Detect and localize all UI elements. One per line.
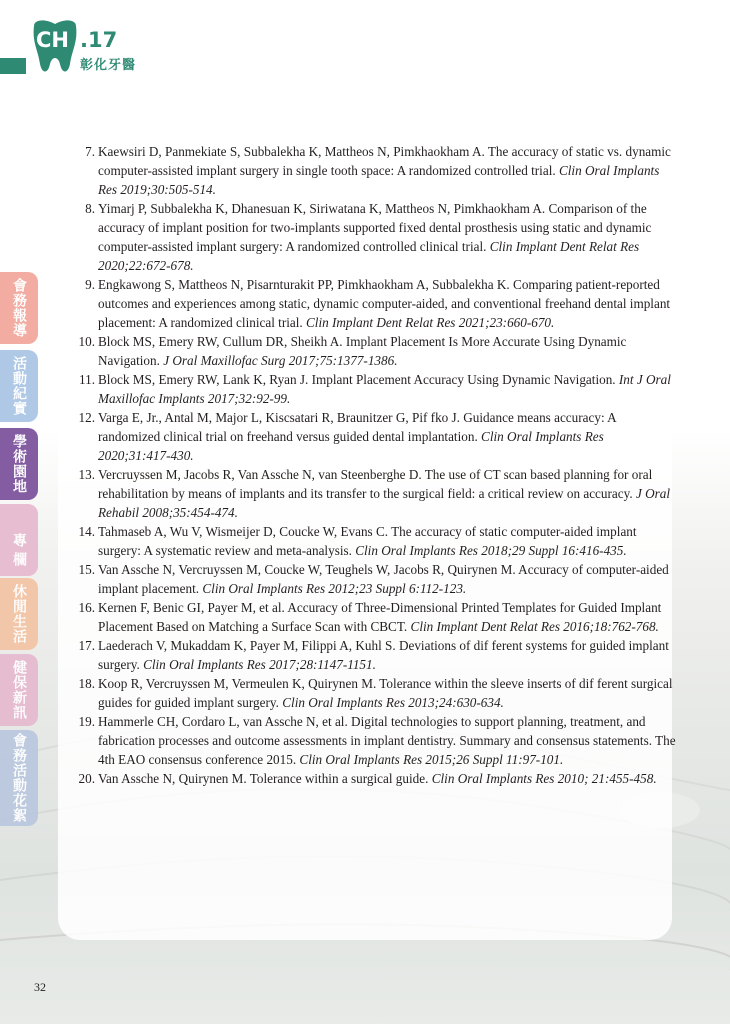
- reference-item: [76, 370, 676, 408]
- reference-item: [76, 408, 676, 465]
- publication-subtitle: 彰化牙醫: [80, 58, 137, 73]
- reference-number: 8.: [85, 201, 95, 216]
- reference-journal: Clin Oral Implants Res 2012;23 Suppl 6:112-123.: [202, 581, 467, 596]
- reference-text: Engkawong S, Mattheos N, Pisarnturakit PP, Pimkhaokham A, Subbalekha K. Comparing patient-reported outcomes and experiences among static, dynamic computer-aided, and conventional freehand dental implant placement: A randomized clinical trial.: [98, 277, 671, 330]
- reference-number: 18.: [78, 676, 95, 691]
- tab-health-insurance[interactable]: 健保新訊: [0, 654, 38, 726]
- reference-journal: J Oral Maxillofac Surg 2017;75:1377-1386.: [163, 353, 398, 368]
- reference-text: Vercruyssen M, Jacobs R, Van Assche N, van Steenberghe D. The use of CT scan based planning for oral rehabilitation by means of implants and its transfer to the surgical field: a critical review on accuracy.: [98, 467, 653, 501]
- tab-leisure[interactable]: 休閒生活: [0, 578, 38, 650]
- chapter-number: .17: [80, 28, 118, 52]
- reference-item: [76, 142, 676, 199]
- reference-item: [76, 522, 676, 560]
- reference-text: Kaewsiri D, Panmekiate S, Subbalekha K, Mattheos N, Pimkhaokham A. The accuracy of static vs. dynamic computer-assisted implant surgery in single tooth space: A randomized controlled trial.: [98, 144, 671, 178]
- reference-number: 7.: [85, 144, 95, 159]
- reference-text: Koop R, Vercruyssen M, Vermeulen K, Quirynen M. Tolerance within the sleeve inserts of dif ferent surgical guides for guided implant surgery.: [98, 676, 673, 710]
- tab-event-record[interactable]: 活動紀實: [0, 350, 38, 422]
- reference-journal: Clin Oral Implants Res 2013;24:630-634.: [282, 695, 504, 710]
- reference-journal: Clin Oral Implants Res 2019;30:505-514.: [98, 163, 660, 197]
- reference-text: Hammerle CH, Cordaro L, van Assche N, et al. Digital technologies to support planning, treatment, and fabrication processes and outcome assessments in implant dentistry. Summary and consensus statements. The 4th EAO consensus conference 2015.: [98, 714, 676, 767]
- reference-item: [76, 769, 676, 788]
- reference-journal: Clin Oral Implants Res 2020;31:417-430.: [98, 429, 604, 463]
- reference-item: [76, 275, 676, 332]
- reference-journal: Clin Oral Implants Res 2015;26 Suppl 11:97-101.: [299, 752, 564, 767]
- reference-journal: Clin Oral Implants Res 2018;29 Suppl 16:416-435.: [355, 543, 627, 558]
- reference-text: Kernen F, Benic GI, Payer M, et al. Accuracy of Three-Dimensional Printed Templates for Guided Implant Placement Based on Matching a Surface Scan with CBCT.: [98, 600, 662, 634]
- reference-number: 12.: [78, 410, 95, 425]
- reference-text: Block MS, Emery RW, Cullum DR, Sheikh A. Implant Placement Is More Accurate Using Dynamic Navigation.: [98, 334, 627, 368]
- reference-journal: Clin Oral Implants Res 2017;28:1147-1151.: [143, 657, 376, 672]
- tab-association-report[interactable]: 會務報導: [0, 272, 38, 344]
- reference-text: Block MS, Emery RW, Lank K, Ryan J. Implant Placement Accuracy Using Dynamic Navigation.: [98, 372, 619, 387]
- reference-journal: Clin Oral Implants Res 2010; 21:455-458.: [431, 771, 657, 786]
- reference-item: [76, 636, 676, 674]
- tab-column-label[interactable]: 欄: [11, 551, 27, 567]
- reference-list: [76, 142, 676, 788]
- reference-journal: Int J Oral Maxillofac Implants 2017;32:92-99.: [98, 372, 671, 406]
- reference-text: Laederach V, Mukaddam K, Payer M, Filippi A, Kuhl S. Deviations of dif ferent systems for guided implant surgery.: [98, 638, 669, 672]
- chapter-prefix: CH: [36, 28, 69, 52]
- reference-number: 20.: [78, 771, 95, 786]
- reference-number: 13.: [78, 467, 95, 482]
- reference-number: 11.: [79, 372, 95, 387]
- reference-number: 19.: [78, 714, 95, 729]
- reference-number: 9.: [85, 277, 95, 292]
- reference-item: [76, 199, 676, 275]
- tab-column-1[interactable]: 專: [0, 504, 38, 576]
- reference-journal: J Oral Rehabil 2008;35:454-474.: [98, 486, 671, 520]
- reference-text: Yimarj P, Subbalekha K, Dhanesuan K, Siriwatana K, Mattheos N, Pimkhaokham A. Comparison of the accuracy of implant position for two-implants supported fixed dental prosthesis using static and dynamic computer-assisted implant surgery: A randomized controlled clinical trial.: [98, 201, 652, 254]
- reference-item: [76, 332, 676, 370]
- reference-item: [76, 674, 676, 712]
- reference-number: 17.: [78, 638, 95, 653]
- tab-academic[interactable]: 學術園地: [0, 428, 38, 500]
- reference-item: [76, 598, 676, 636]
- header-accent-bar: [0, 58, 26, 74]
- reference-number: 16.: [78, 600, 95, 615]
- reference-text: Tahmaseb A, Wu V, Wismeijer D, Coucke W, Evans C. The accuracy of static computer-aided implant surgery: A systematic review and meta-analysis.: [98, 524, 637, 558]
- reference-item: [76, 712, 676, 769]
- reference-text: Van Assche N, Quirynen M. Tolerance within a surgical guide.: [98, 771, 432, 786]
- reference-journal: Clin Implant Dent Relat Res 2016;18:762-768.: [410, 619, 659, 634]
- reference-item: [76, 465, 676, 522]
- reference-number: 10.: [78, 334, 95, 349]
- reference-journal: Clin Implant Dent Relat Res 2021;23:660-670.: [306, 315, 555, 330]
- reference-item: [76, 560, 676, 598]
- tab-event-highlights[interactable]: 會務活動花絮: [0, 730, 38, 826]
- page-number: 32: [34, 980, 46, 994]
- reference-number: 15.: [78, 562, 95, 577]
- reference-text: Van Assche N, Vercruyssen M, Coucke W, Teughels W, Jacobs R, Quirynen M. Accuracy of computer-aided implant placement.: [98, 562, 669, 596]
- reference-journal: Clin Implant Dent Relat Res 2020;22:672-678.: [98, 239, 640, 273]
- reference-number: 14.: [78, 524, 95, 539]
- reference-text: Varga E, Jr., Antal M, Major L, Kiscsatari R, Braunitzer G, Pif fko J. Guidance means accuracy: A randomized clinical trial on freehand versus guided dental implantation.: [98, 410, 616, 444]
